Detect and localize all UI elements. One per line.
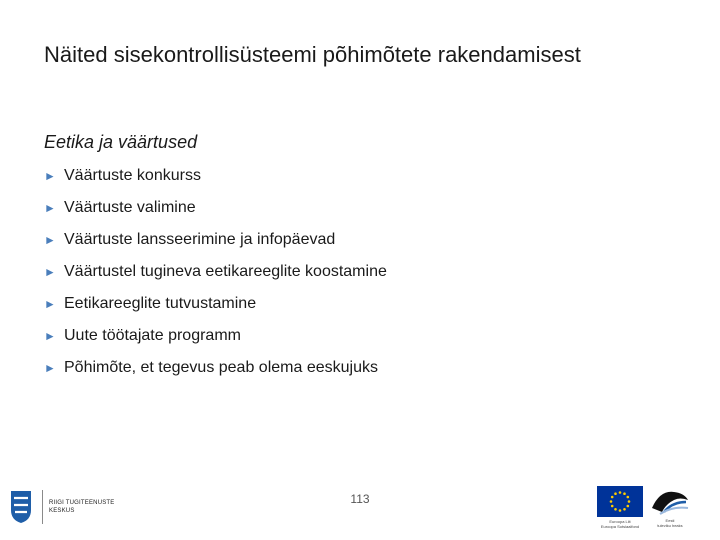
- arrow-bullet-icon: ►: [44, 265, 56, 279]
- organization-logo: [10, 490, 115, 524]
- list-item-label: Väärtustel tugineva eetikareeglite koostamine: [64, 263, 387, 280]
- list-item-label: Väärtuste konkurss: [64, 167, 201, 184]
- logo-divider: [42, 490, 43, 524]
- list-item-label: Väärtuste lansseerimine ja infopäevad: [64, 231, 336, 248]
- eu-caption: [596, 519, 644, 529]
- list-item: [44, 160, 387, 192]
- list-item-label: Eetikareeglite tutvustamine: [64, 295, 257, 312]
- list-item-label: Väärtuste valimine: [64, 199, 196, 216]
- page-number: 113: [350, 492, 370, 506]
- arrow-bullet-icon: ►: [44, 297, 56, 311]
- estonian-swallow-icon: [650, 486, 690, 516]
- list-item: [44, 352, 387, 384]
- list-item-label: Põhimõte, et tegevus peab olema eeskujuks: [64, 359, 378, 376]
- organization-name-line: KESKUS: [49, 508, 75, 514]
- list-item: [44, 256, 387, 288]
- estonia-caption: [648, 518, 692, 528]
- arrow-bullet-icon: ►: [44, 169, 56, 183]
- arrow-bullet-icon: ►: [44, 329, 56, 343]
- list-item: [44, 224, 387, 256]
- eu-logo: [596, 486, 644, 529]
- arrow-bullet-icon: ►: [44, 361, 56, 375]
- estonia-caption-line: Eesti: [665, 518, 675, 523]
- slide-title: Näited sisekontrollisüsteemi põhimõtete rakendamisest: [44, 42, 581, 67]
- list-item-label: Uute töötajate programm: [64, 327, 241, 344]
- eu-flag-icon: [597, 486, 643, 517]
- eu-caption-line: Euroopa Sotsiaalfond: [600, 524, 640, 529]
- list-item: [44, 288, 387, 320]
- estonia-caption-line: tuleviku heaks: [657, 523, 683, 528]
- list-item: [44, 192, 387, 224]
- organization-name: [49, 499, 115, 515]
- arrow-bullet-icon: ►: [44, 233, 56, 247]
- section-heading: Eetika ja väärtused: [44, 132, 198, 152]
- list-item: [44, 320, 387, 352]
- arrow-bullet-icon: ►: [44, 201, 56, 215]
- funding-logos: [596, 486, 692, 529]
- bullet-list: [44, 160, 387, 384]
- eu-caption-line: Euroopa Liit: [609, 519, 631, 524]
- estonian-coat-of-arms-icon: [10, 490, 32, 524]
- organization-name-line: RIIGI TUGITEENUSTE: [49, 500, 115, 506]
- estonia-logo: [648, 486, 692, 528]
